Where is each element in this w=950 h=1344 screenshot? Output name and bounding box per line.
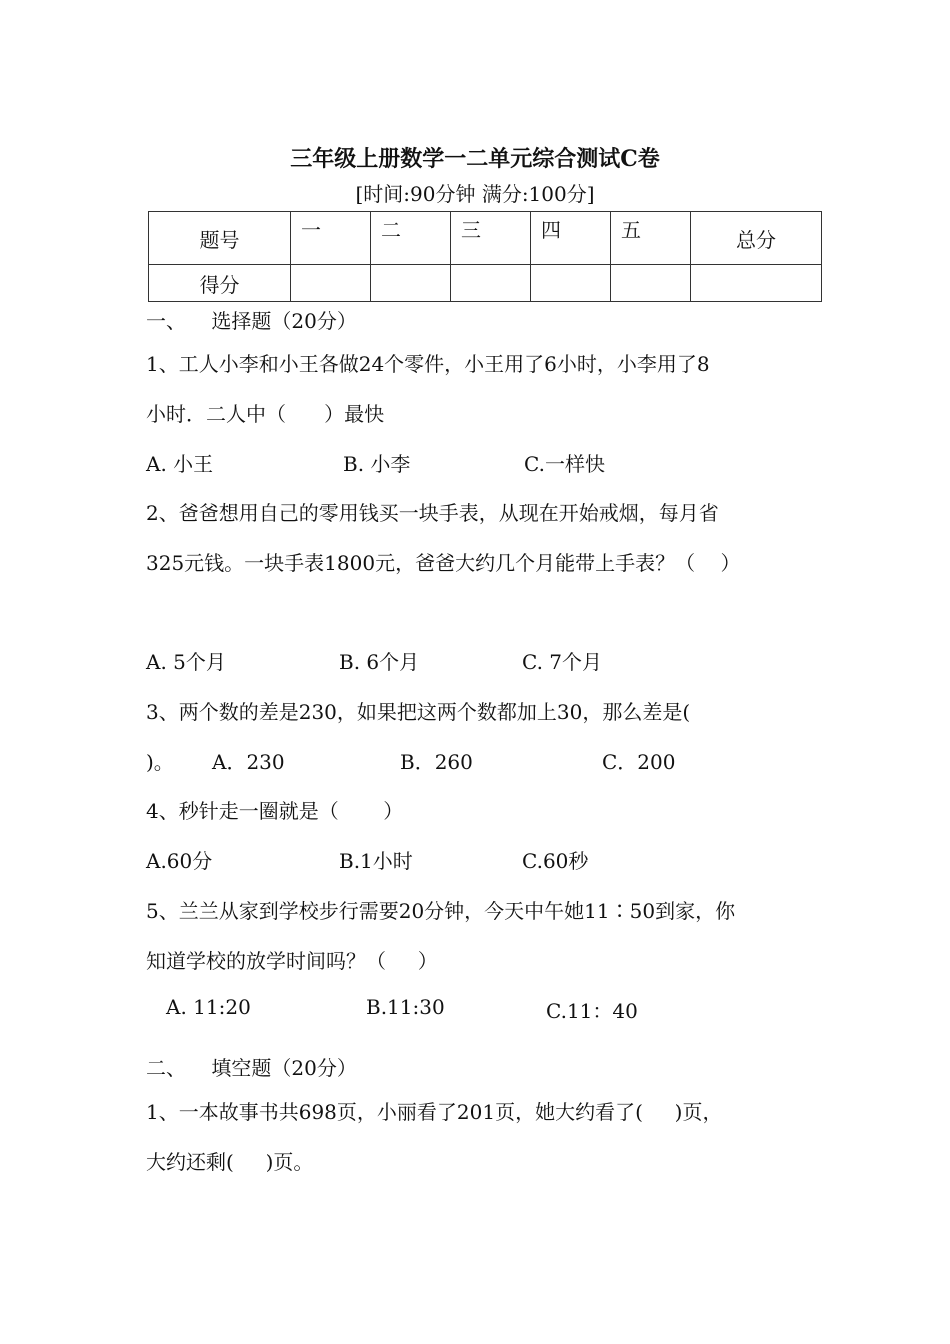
score-cell-part4: 四 [531, 212, 611, 265]
question-1-3-line1: 3、两个数的差是230，如果把这两个数都加上30，那么差是( [146, 700, 691, 724]
question-1-4-line1: 4、秒针走一圈就是（ ） [146, 799, 404, 823]
question-1-2-line2: 325元钱。一块手表1800元，爸爸大约几个月能带上手表？（ ） [146, 551, 741, 575]
score-cell-part1: 一 [291, 212, 371, 265]
score-cell-total-blank[interactable] [691, 265, 822, 302]
question-1-3-option-a: A．230 [212, 750, 285, 774]
question-1-1-option-a: A. 小王 [146, 452, 214, 476]
question-1-3-line2: )。 [146, 750, 174, 774]
question-1-5-option-a: A. 11:20 [166, 995, 251, 1019]
question-1-2-line1: 2、爸爸想用自己的零用钱买一块手表，从现在开始戒烟，每月省 [146, 501, 719, 525]
question-1-2-option-b: B. 6个月 [339, 650, 420, 674]
question-1-5-option-c: C.11：40 [546, 999, 638, 1023]
question-1-1-option-c: C.一样快 [524, 452, 605, 476]
score-cell-part2-blank[interactable] [371, 265, 451, 302]
score-cell-part2: 二 [371, 212, 451, 265]
question-1-4-option-b: B.1小时 [339, 849, 413, 873]
question-1-3-option-b: B．260 [400, 750, 473, 774]
question-1-1-option-b: B. 小李 [343, 452, 411, 476]
question-1-2-option-c: C. 7个月 [522, 650, 603, 674]
question-1-1-line1: 1、工人小李和小王各做24个零件，小王用了6小时，小李用了8 [146, 352, 710, 376]
fill-question-2-1-line1: 1、一本故事书共698页，小丽看了201页，她大约看了( )页， [146, 1100, 723, 1124]
score-cell-part4-blank[interactable] [531, 265, 611, 302]
question-1-4-option-a: A.60分 [146, 849, 213, 873]
question-1-5-line2: 知道学校的放学时间吗？（ ） [146, 949, 438, 973]
question-1-3-option-c: C．200 [602, 750, 676, 774]
question-1-1-line2: 小时．二人中（ ）最快 [146, 402, 385, 426]
score-cell-total: 总分 [691, 212, 822, 265]
question-1-2-option-a: A. 5个月 [146, 650, 226, 674]
question-1-4-option-c: C.60秒 [522, 849, 589, 873]
score-cell-part5-blank[interactable] [611, 265, 691, 302]
question-1-5-option-b: B.11:30 [366, 995, 445, 1019]
fill-question-2-1-line2: 大约还剩( )页。 [146, 1150, 314, 1174]
score-cell-part5: 五 [611, 212, 691, 265]
section-2-heading: 二、 填空题（20分） [146, 1056, 357, 1080]
score-table-header-row [149, 212, 822, 265]
score-cell-label: 得分 [149, 265, 291, 302]
time-score-info: [时间:90分钟 满分:100分] [355, 182, 595, 206]
page-title: 三年级上册数学一二单元综合测试C卷 [290, 146, 660, 172]
score-cell-part1-blank[interactable] [291, 265, 371, 302]
score-table [148, 211, 822, 302]
score-cell-part3: 三 [451, 212, 531, 265]
score-table-score-row [149, 265, 822, 302]
question-1-5-line1: 5、兰兰从家到学校步行需要20分钟，今天中午她11∶50到家，你 [146, 899, 736, 923]
section-1-heading: 一、 选择题（20分） [146, 309, 357, 333]
score-cell-part3-blank[interactable] [451, 265, 531, 302]
score-cell-label: 题号 [149, 212, 291, 265]
